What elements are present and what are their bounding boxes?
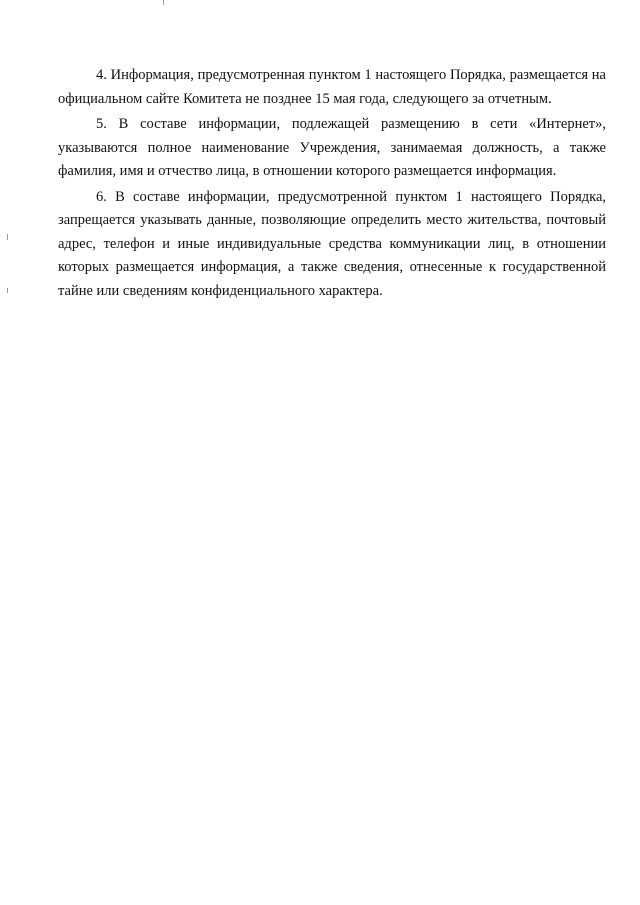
scan-artifact-mark xyxy=(7,234,8,240)
paragraph-item-4: 4. Информация, предусмотренная пунктом 1 настоящего Порядка, размещается на официальном сайте Комитета не позднее 15 мая года, следующего за отчетным. xyxy=(58,67,606,107)
scan-artifact-mark xyxy=(163,0,164,5)
scan-artifact-mark xyxy=(7,288,8,293)
paragraph-item-6: 6. В составе информации, предусмотренной пунктом 1 настоящего Порядка, запрещается указывать данные, позволяющие определить место жительства, почтовый адрес, телефон и иные индивидуальные средства коммуникации лиц, в отношении которых размещается информация, а также сведения, отнесенные к государственной тайне или сведениям конфиденциального характера. xyxy=(58,188,606,299)
paragraph-item-5: 5. В составе информации, подлежащей размещению в сети «Интернет», указываются полное наименование Учреждения, занимаемая должность, а также фамилия, имя и отчество лица, в отношении которого размещается информация. xyxy=(58,116,606,179)
document-body xyxy=(58,64,606,303)
